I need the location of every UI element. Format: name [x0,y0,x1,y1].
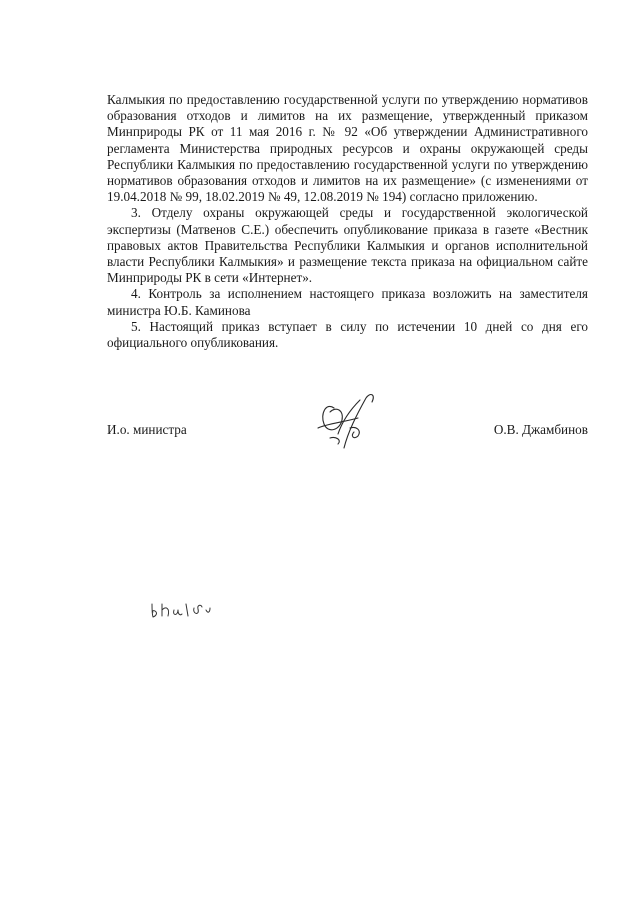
document-body [107,92,588,351]
paragraph-continuation: Калмыкия по предоставлению государственной услуги по утверждению нормативов образования отходов и лимитов на их размещение, утвержденный приказом Минприроды РК от 11 мая 2016 г. № 92 «Об утверждении Административного регламента Министерства природных ресурсов и охраны окружающей среды Республики Калмыкия по предоставлению государственной услуги по утверждению нормативов образования отходов и лимитов на их размещение» (с изменениями от 19.04.2018 № 99, 18.02.2019 № 49, 12.08.2019 № 194) согласно приложению. [107,92,588,205]
signatory-name: О.В. Джамбинов [493,422,588,437]
handwritten-signature [300,388,392,458]
paragraph-item-4: 4. Контроль за исполнением настоящего приказа возложить на заместителя министра Ю.Б. Каминова [107,286,588,318]
paragraph-item-3: 3. Отделу охраны окружающей среды и государственной экологической экспертизы (Матвенов С.Е.) обеспечить опубликование приказа в газете «Вестник правовых актов Правительства Республики Калмыкия и органов исполнительной власти Республики Калмыкия» и размещение текста приказа на официальном сайте Минприроды РК в сети «Интернет». [107,205,588,286]
paragraph-item-5: 5. Настоящий приказ вступает в силу по истечении 10 дней со дня его официального опубликования. [107,318,588,351]
handwritten-note-mark [148,596,214,620]
signatory-title: И.о. министра [107,422,187,437]
